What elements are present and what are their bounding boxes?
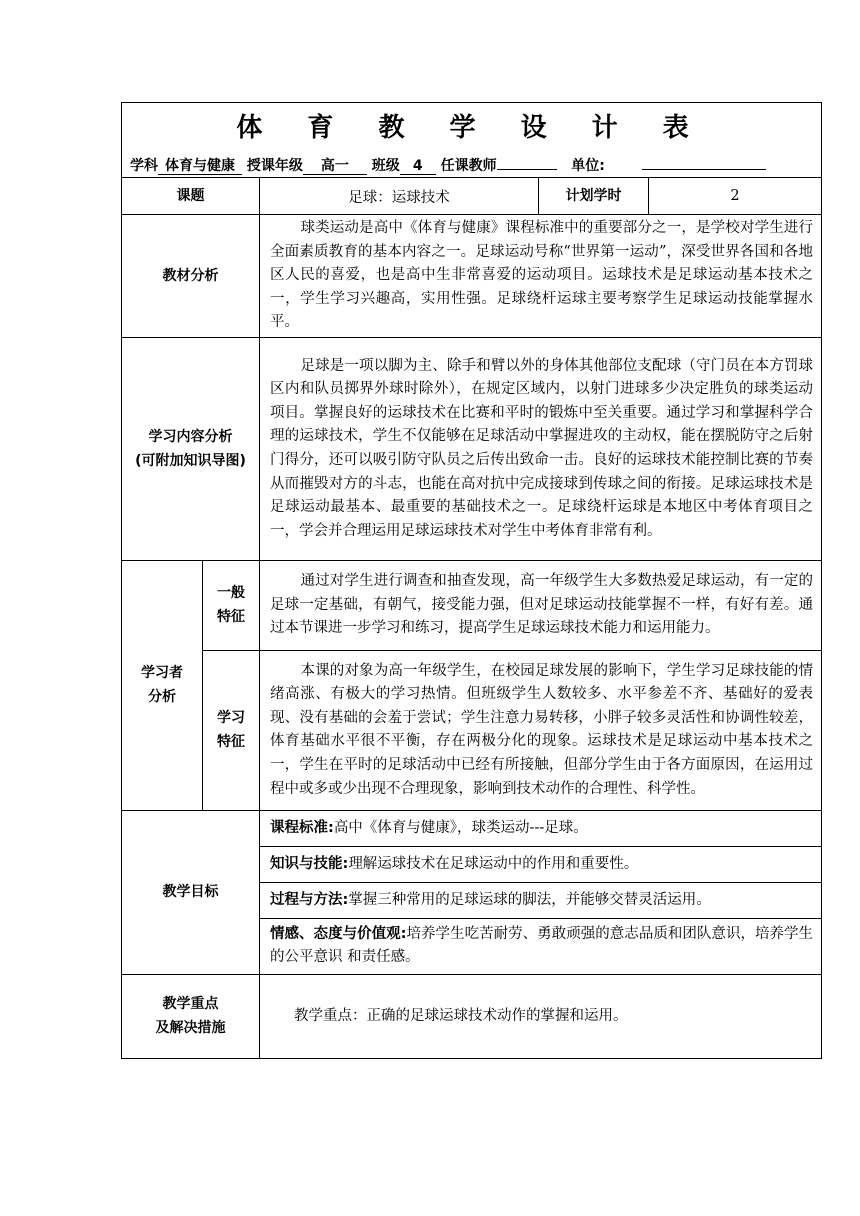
content-row xyxy=(122,337,822,560)
topic-row xyxy=(122,178,822,215)
material-text: 球类运动是高中《体育与健康》课程标准中的重要部分之一，是学校对学生进行全面素质教育的基本内容之一。足球运动号称“世界第一运动”，深受世界各国和各地区人民的喜爱，也是高中生非常喜爱的运动项目。运球技术是足球运动基本技术之一，学生学习兴趣高，实用性强。足球绕杆运球主要考察学生足球运动技能掌握水平。 xyxy=(260,215,822,338)
goal-key-4: 情感、态度与价值观: xyxy=(270,925,407,942)
general-text: 通过对学生进行调查和抽查发现，高一年级学生大多数热爱足球运动，有一定的足球一定基础，有朝气，接受能力强，但对足球运动技能掌握不一样，有好有差。通过本节课进一步学习和练习，提高学生足球运球技术能力和运用能力。 xyxy=(260,560,822,650)
goal-item-3 xyxy=(260,882,822,918)
content-text: 足球是一项以脚为主、除手和臂以外的身体其他部位支配球（守门员在本方罚球区内和队员掷界外球时除外），在规定区域内，以射门进球多少决定胜负的球类运动项目。掌握良好的运球技术在比赛和平时的锻炼中至关重要。通过学习和掌握科学合理的运球技术，学生不仅能够在足球活动中掌握进攻的主动权，能在摆脱防守之后射门得分，还可以吸引防守队员之后传出致命一击。良好的运球技术能控制比赛的节奏从而摧毁对方的斗志，也能在高对抗中完成接球到传球之间的衔接。足球运球技术是足球运动最基本、最重要的基础技术之一。足球绕杆运球是本地区中考体育项目之一，学会并合理运用足球运球技术对学生中考体育非常有利。 xyxy=(260,337,822,560)
grade-label: 授课年级 xyxy=(246,158,303,174)
content-label: 学习内容分析 xyxy=(148,428,233,445)
goal-item-1 xyxy=(260,810,822,846)
key-points-label-cell xyxy=(122,974,260,1058)
header-row xyxy=(122,103,822,178)
unit-label: 单位: xyxy=(571,158,605,174)
learner-general-row xyxy=(122,560,822,650)
topic-value: 足球：运球技术 xyxy=(260,178,539,215)
teacher-label: 任课教师 xyxy=(440,158,497,174)
general-label-2: 特征 xyxy=(217,609,245,626)
learner-label-cell xyxy=(122,560,203,810)
unit-value xyxy=(642,169,766,170)
goal-item-4 xyxy=(260,918,822,974)
learning-label-1: 学习 xyxy=(217,710,245,727)
general-label-1: 一般 xyxy=(217,585,245,602)
subject-label: 学科 xyxy=(130,158,158,174)
topic-label: 课题 xyxy=(122,178,260,215)
meta-line xyxy=(122,147,821,175)
content-label-cell xyxy=(122,337,260,560)
class-label: 班级 xyxy=(371,158,400,174)
goal-key-2: 知识与技能: xyxy=(270,855,349,872)
learning-text: 本课的对象为高一年级学生，在校园足球发展的影响下，学生学习足球技能的情绪高涨、有极大的学习热情。但班级学生人数较多、水平参差不齐、基础好的爱表现、没有基础的会羞于尝试；学生注意力易转移，小胖子较多灵活性和协调性较差，体育基础水平很不平衡，存在两极分化的现象。运球技术是足球运动中基本技术之一，学生在平时的足球活动中已经有所接触，但部分学生由于各方面原因，在运用过程中或多或少出现不合理现象，影响到技术动作的合理性、科学性。 xyxy=(260,650,822,810)
goal-value-2: 理解运球技术在足球运动中的作用和重要性。 xyxy=(348,855,639,872)
hours-value: 2 xyxy=(649,178,822,215)
goal-value-4: 培养学生吃苦耐劳、勇敢顽强的意志品质和团队意识，培养学生的公平意识 和责任感。 xyxy=(270,925,814,966)
goal-item-2 xyxy=(260,846,822,882)
page-title: 体 育 教 学 设 计 表 xyxy=(236,113,707,143)
goals-label: 教学目标 xyxy=(122,810,260,974)
subject-value: 体育与健康 xyxy=(158,158,242,175)
hours-label: 计划学时 xyxy=(539,178,649,215)
grade-value: 高一 xyxy=(303,158,367,175)
goal-key-1: 课程标准: xyxy=(270,819,334,836)
content-sublabel: (可附加知识导图) xyxy=(135,452,246,469)
goal-row-1 xyxy=(122,810,822,846)
key-points-label-1: 教学重点 xyxy=(162,996,219,1013)
key-points-row xyxy=(122,974,822,1058)
learner-label-1: 学习者 xyxy=(141,665,183,682)
goal-value-1: 高中《体育与健康》，球类运动---足球。 xyxy=(333,819,588,836)
design-table xyxy=(121,102,822,1059)
general-label-cell xyxy=(203,560,260,650)
key-points-text: 教学重点：正确的足球运球技术动作的掌握和运用。 xyxy=(260,974,822,1058)
class-value: 4 xyxy=(400,158,436,175)
design-sheet xyxy=(121,102,821,1059)
learner-learning-row xyxy=(122,650,822,810)
material-row xyxy=(122,215,822,338)
learning-label-2: 特征 xyxy=(217,734,245,751)
header-cell xyxy=(122,103,822,178)
goal-key-3: 过程与方法: xyxy=(270,891,349,908)
key-points-label-2: 及解决措施 xyxy=(155,1020,226,1037)
teacher-value xyxy=(497,169,557,170)
goal-value-3: 掌握三种常用的足球运球的脚法，并能够交替灵活运用。 xyxy=(348,891,711,908)
material-label: 教材分析 xyxy=(122,215,260,338)
learning-label-cell xyxy=(203,650,260,810)
learner-label-2: 分析 xyxy=(148,689,176,706)
